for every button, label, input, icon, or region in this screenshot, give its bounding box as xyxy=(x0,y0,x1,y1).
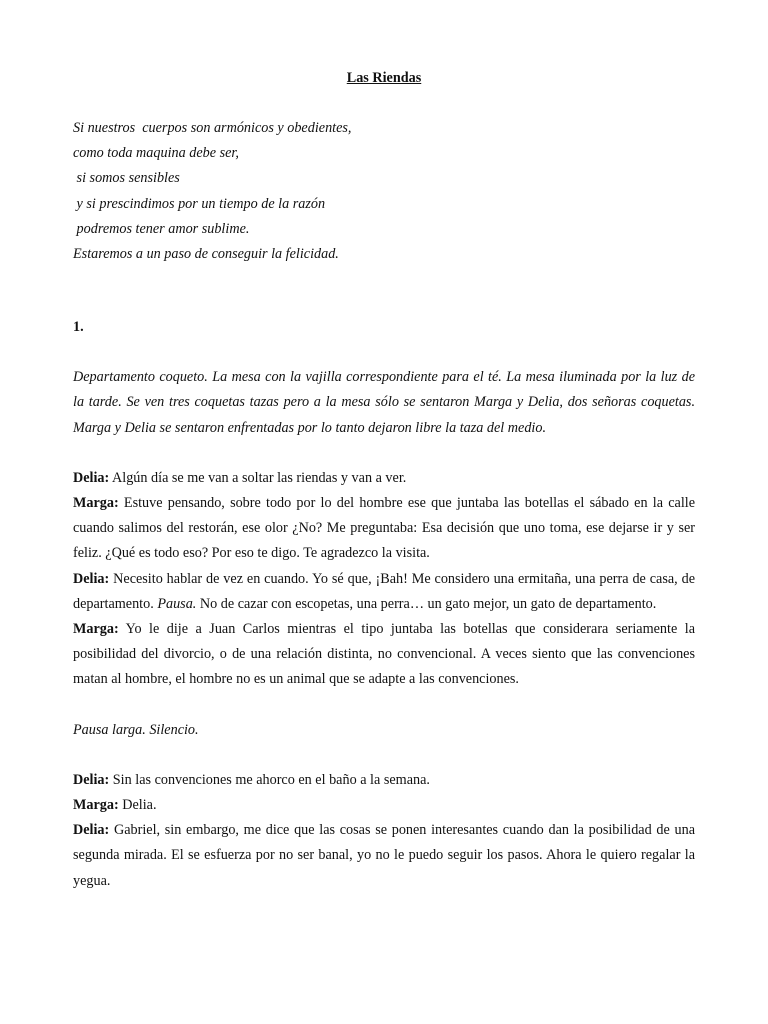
speaker-name: Marga: xyxy=(73,495,119,512)
inline-stage-direction: Pausa. xyxy=(157,595,197,612)
poem xyxy=(73,116,695,267)
poem-line: como toda maquina debe ser, xyxy=(73,145,239,162)
speaker-name: Delia: xyxy=(73,469,110,486)
dialogue-text: Necesito hablar de vez en cuando. Yo sé que, ¡Bah! Me considero una ermitaña, una perra de casa, de departamento. xyxy=(73,570,695,612)
dialogue-line xyxy=(73,793,695,818)
dialogue-line xyxy=(73,617,695,693)
dialogue-line xyxy=(73,818,695,894)
dialogue-text: Delia. xyxy=(118,797,157,814)
dialogue-line xyxy=(73,768,695,793)
document-title: Las Riendas xyxy=(346,70,422,86)
poem-line: si somos sensibles xyxy=(73,170,180,187)
dialogue-text: Yo le dije a Juan Carlos mientras el tipo juntaba las botellas que considerara seriamente la posibilidad del divorcio, o de una relación distinta, no convencional. A veces siento que las convenciones matan al hombre, el hombre no es un animal que se adapte a las convenciones. xyxy=(73,621,695,688)
dialogue-line xyxy=(73,466,695,491)
dialogue-line xyxy=(73,567,695,617)
section-number: 1. xyxy=(73,319,84,336)
dialogue-text: Estuve pensando, sobre todo por lo del hombre ese que juntaba las botellas el sábado en la calle cuando salimos del restorán, ese olor ¿No? Me preguntaba: Esa decisión que uno toma, ese dejarse ir y ser feliz. ¿Qué es todo eso? Por eso te digo. Te agradezco la visita. xyxy=(73,495,695,562)
speaker-name: Delia: xyxy=(73,570,110,587)
stage-direction: Departamento coqueto. La mesa con la vajilla correspondiente para el té. La mesa iluminada por la luz de la tarde. Se ven tres coquetas tazas pero a la mesa sólo se sentaron Marga y Delia, dos señoras coquetas. Marga y Delia se sentaron enfrentadas por lo tanto dejaron libre la taza del medio. xyxy=(73,369,695,436)
document-page xyxy=(73,66,695,894)
poem-line: y si prescindimos por un tiempo de la razón xyxy=(73,195,326,212)
dialogue-line xyxy=(73,491,695,567)
speaker-name: Marga: xyxy=(73,621,119,638)
poem-line: Si nuestros cuerpos son armónicos y obedientes, xyxy=(73,120,352,136)
dialogue-block xyxy=(73,466,695,693)
poem-line: podremos tener amor sublime. xyxy=(73,220,250,237)
dialogue-text: Gabriel, sin embargo, me dice que las cosas se ponen interesantes cuando dan la posibilidad de una segunda mirada. El se esfuerza por no ser banal, yo no le puedo seguir los pasos. Ahora le quiero regalar la yegua. xyxy=(73,822,695,889)
stage-direction: Pausa larga. Silencio. xyxy=(73,721,199,738)
speaker-name: Marga: xyxy=(73,797,119,814)
dialogue-text: Sin las convenciones me ahorco en el baño a la semana. xyxy=(109,771,430,788)
poem-line: Estaremos a un paso de conseguir la felicidad. xyxy=(73,246,339,263)
dialogue-block xyxy=(73,768,695,894)
dialogue-text: Algún día se me van a soltar las riendas y van a ver. xyxy=(109,469,407,486)
speaker-name: Delia: xyxy=(73,822,110,839)
dialogue-text: No de cazar con escopetas, una perra… un gato mejor, un gato de departamento. xyxy=(196,595,657,612)
speaker-name: Delia: xyxy=(73,771,110,788)
